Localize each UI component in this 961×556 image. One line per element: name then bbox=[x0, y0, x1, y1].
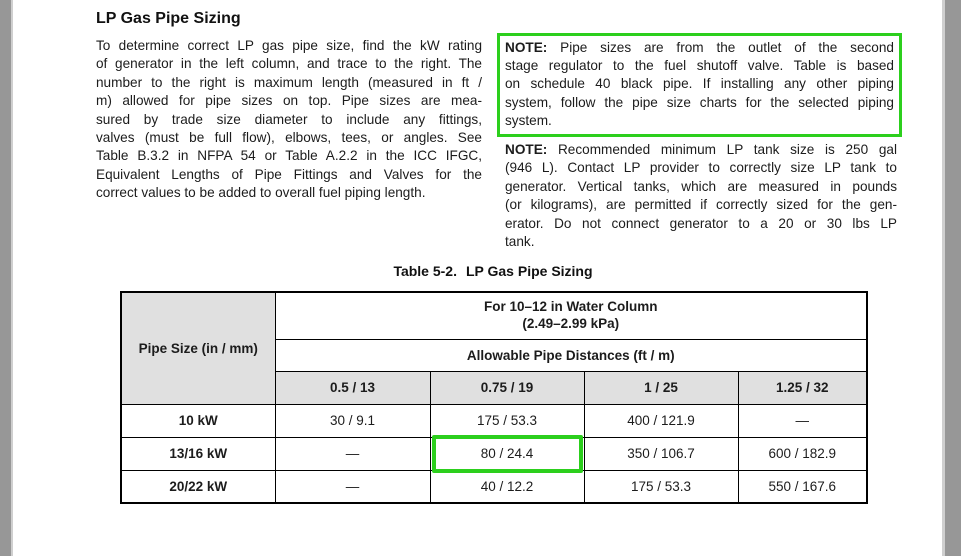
column-header-3: 1.25 / 32 bbox=[738, 371, 867, 404]
table-row-20-22kw bbox=[121, 470, 867, 503]
table-group-header-row bbox=[121, 292, 867, 339]
row-label: 20/22 kW bbox=[121, 470, 275, 503]
table-cell-value: — bbox=[738, 404, 867, 437]
table-cell-value: 40 / 12.2 bbox=[430, 470, 584, 503]
page-gutter-left bbox=[0, 0, 13, 556]
group-header-water-column bbox=[275, 292, 867, 339]
group-header-line2: (2.49–2.99 kPa) bbox=[522, 315, 620, 331]
subheader-allowable-distances: Allowable Pipe Distances (ft / m) bbox=[275, 339, 867, 371]
table-cell-value: 400 / 121.9 bbox=[584, 404, 738, 437]
lp-gas-pipe-sizing-table bbox=[120, 291, 868, 504]
intro-paragraph: To determine correct LP gas pipe size, find the kW rating of generator in the left column, and trace to the right. The number to the right is maximum length (measured in ft / m) allowed for pipe sizes on top. Pipe sizes are mea- sured by trade size diameter to include any fittings, valves (must be full flow), elbows, tees, or angles. See Table B.3.2 in NFPA 54 or Table A.2.2 in the ICC IFGC, Equivalent Lengths of Pipe Fittings and Valves for the correct values to be added to overall fuel piping length. bbox=[96, 38, 482, 201]
table-caption-title: LP Gas Pipe Sizing bbox=[465, 263, 593, 279]
group-header-line1: For 10–12 in Water Column bbox=[484, 299, 658, 315]
note-pipe-sizes-highlighted: NOTE: Pipe sizes are from the outlet of the second stage regulator to the fuel shutoff valve. Table is based on schedule 40 black pipe. If installing any other piping system, follow the pipe size charts for the selected piping system. bbox=[497, 33, 902, 137]
table-cell-value: — bbox=[275, 470, 430, 503]
table-cell-value: 350 / 106.7 bbox=[584, 437, 738, 470]
table-caption-label: Table 5-2. bbox=[393, 263, 457, 279]
table-cell-value: 175 / 53.3 bbox=[430, 404, 584, 437]
table-cell-value: 600 / 182.9 bbox=[738, 437, 867, 470]
row-label: 10 kW bbox=[121, 404, 275, 437]
table-cell-value: 30 / 9.1 bbox=[275, 404, 430, 437]
row-label: 13/16 kW bbox=[121, 437, 275, 470]
column-header-0: 0.5 / 13 bbox=[275, 371, 430, 404]
table-row-10kw bbox=[121, 404, 867, 437]
table-row-13-16kw bbox=[121, 437, 867, 470]
corner-header-pipe-size: Pipe Size (in / mm) bbox=[121, 292, 275, 404]
table-cell-highlighted bbox=[430, 437, 584, 470]
section-title: LP Gas Pipe Sizing bbox=[96, 10, 241, 27]
table-cell-value: 550 / 167.6 bbox=[738, 470, 867, 503]
table-cell-value: 80 / 24.4 bbox=[480, 446, 534, 461]
table-caption bbox=[120, 263, 866, 279]
column-header-2: 1 / 25 bbox=[584, 371, 738, 404]
table-cell-value: — bbox=[275, 437, 430, 470]
page-gutter-right bbox=[942, 0, 961, 556]
note-tank-size: NOTE: Recommended minimum LP tank size is 250 gal (946 L). Contact LP provider to correctly size LP tank to generator. Vertical tanks, which are measured in pounds (or kilograms), are permitted if correctly sized for the gen- erator. Do not connect generator to a 20 or 30 lbs LP tank. bbox=[505, 142, 897, 250]
table-cell-value: 175 / 53.3 bbox=[584, 470, 738, 503]
column-header-1: 0.75 / 19 bbox=[430, 371, 584, 404]
